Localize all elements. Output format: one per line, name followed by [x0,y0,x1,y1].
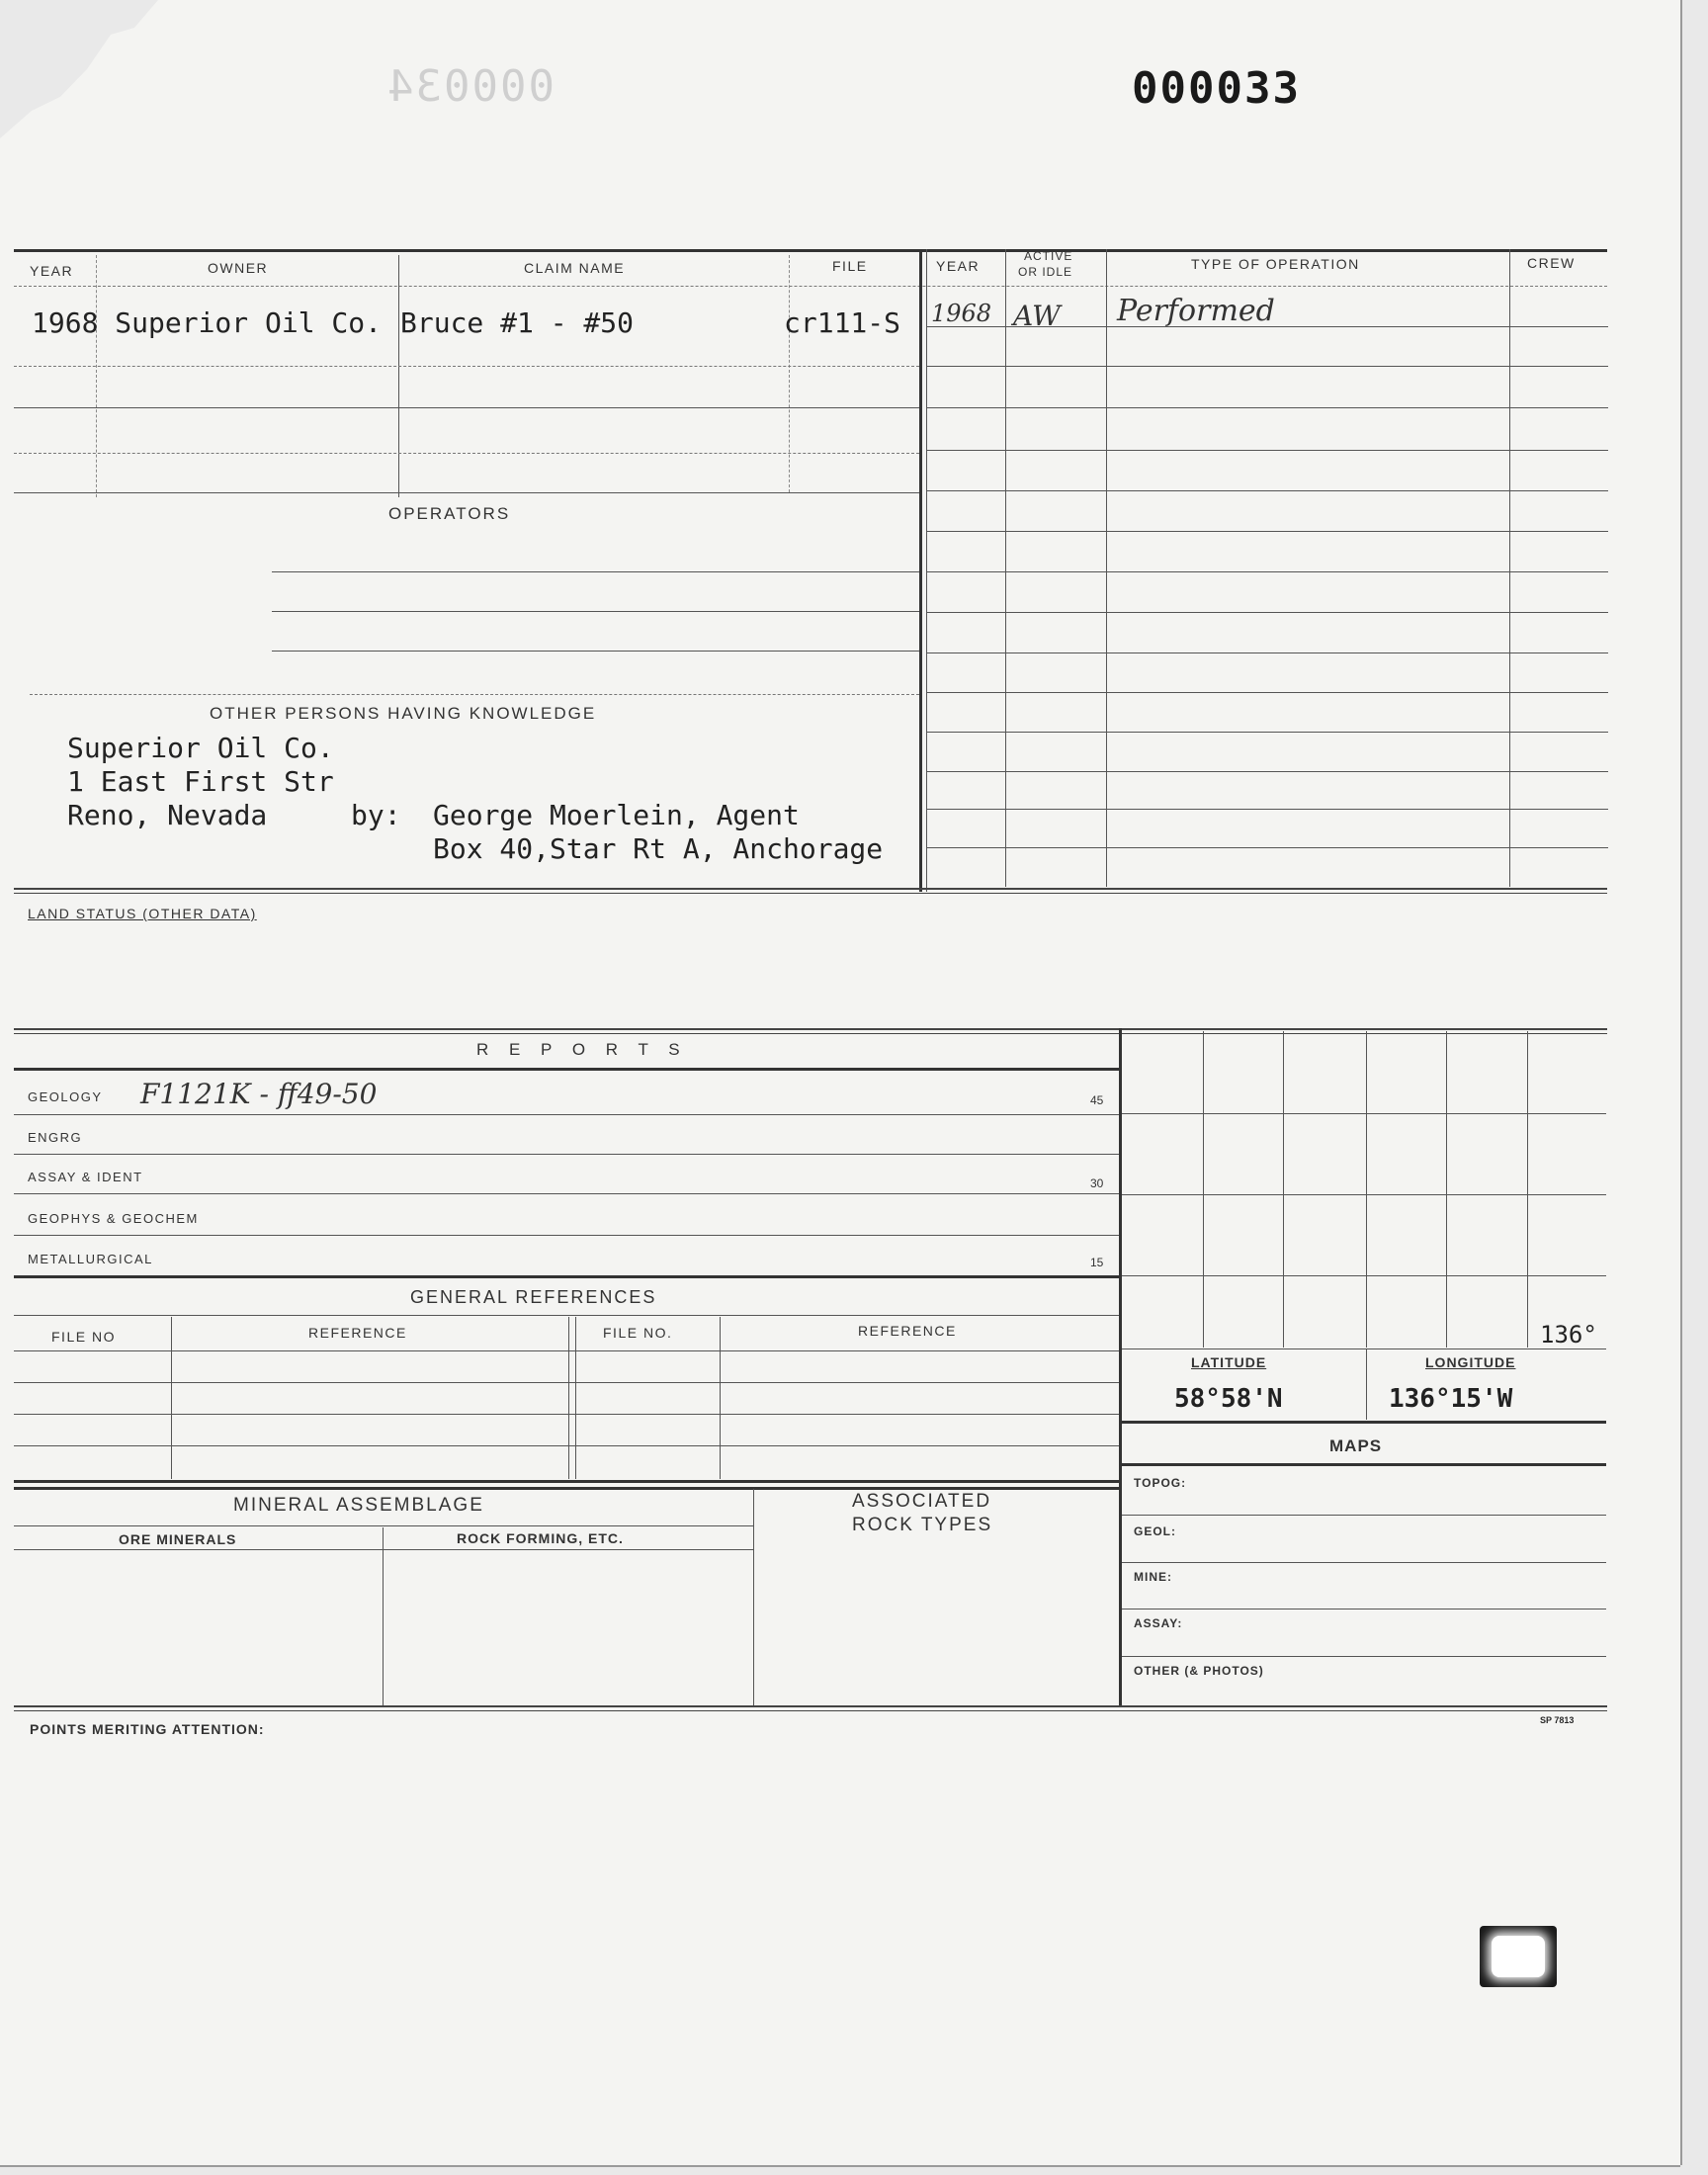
col-rule-file-right [926,249,927,892]
operators-label: OPERATORS [388,504,511,523]
form-code: SP 7813 [1540,1715,1575,1725]
points-top-rule [14,1705,1607,1711]
header-bottom-rule [14,286,1607,287]
grid-corner-label: 136° [1540,1321,1597,1348]
grid-vertical-line [1446,1031,1447,1348]
torn-corner [0,0,158,138]
gen-ref-col-rule [575,1317,576,1479]
grid-vertical-line [1203,1031,1204,1348]
report-row-label-geology: GEOLOGY [28,1089,103,1104]
header-active-idle-line2: OR IDLE [1018,265,1073,279]
gen-ref-col-rule [171,1317,172,1479]
record-year-owner: 1968 Superior Oil Co. [32,306,383,339]
general-references-label: GENERAL REFERENCES [410,1287,657,1307]
mineral-header-rule [14,1525,753,1526]
report-row-label-geophys: GEOPHYS & GEOCHEM [28,1211,199,1226]
row-rule [14,407,919,408]
ops-row-rule [926,531,1608,532]
gen-ref-row-rule [14,1350,1121,1351]
ops-row-rule [926,652,1608,653]
header-owner: OWNER [208,260,269,276]
row-rule [14,492,919,493]
grid-tick-15: 15 [1090,1256,1104,1269]
gen-ref-header-rule [14,1315,1121,1316]
report-row-label-metallurgical: METALLURGICAL [28,1252,153,1266]
gen-ref-row-rule [14,1382,1121,1383]
latitude-value: 58°58'N [1174,1384,1283,1414]
col-rule-year [96,255,97,497]
grid-horizontal-line [1122,1113,1606,1114]
lat-long-divider [1366,1348,1367,1420]
land-status-top-rule [14,888,1607,894]
maps-row-rule [1122,1609,1606,1610]
grid-bottom-rule [1122,1348,1606,1349]
maps-row-mine: MINE: [1134,1570,1172,1584]
other-persons-line3: Reno, Nevada [67,799,268,831]
record-active-idle: AW [1013,300,1061,332]
record-type-of-operation: Performed [1117,294,1275,328]
operators-line [272,651,919,652]
header-year-2: YEAR [936,258,981,274]
report-row-label-assay: ASSAY & IDENT [28,1170,143,1184]
mineral-subheader-rule [14,1549,753,1550]
grid-vertical-line [1527,1031,1528,1348]
header-year: YEAR [30,263,74,279]
other-persons-label: OTHER PERSONS HAVING KNOWLEDGE [210,704,597,723]
ops-row-rule [926,612,1608,613]
ops-row-rule [926,571,1608,572]
col-rule-active [1106,249,1107,887]
maps-header-rule [1122,1463,1606,1466]
land-status-label: LAND STATUS (OTHER DATA) [28,906,257,921]
gen-ref-col-reference-1: REFERENCE [308,1325,407,1341]
report-row-rule [14,1235,1121,1236]
reports-bottom-rule [14,1275,1121,1278]
record-file: cr111-S [784,306,901,339]
gen-ref-col-file-no-2: FILE NO. [603,1325,673,1341]
ops-row-rule [926,692,1608,693]
gen-ref-row-rule [14,1414,1121,1415]
other-persons-line1: Superior Oil Co. [67,732,334,764]
maps-row-rule [1122,1656,1606,1657]
row-rule [14,453,919,454]
grid-horizontal-line [1122,1275,1606,1276]
row-rule [14,366,919,367]
right-panel-divider [1119,1028,1122,1705]
gen-ref-col-rule [568,1317,569,1479]
mineral-col-rule [753,1489,754,1707]
header-top-rule [14,249,1607,252]
record-claim-name: Bruce #1 - #50 [400,306,635,339]
col-rule-year2 [1005,249,1006,887]
header-active-idle-line1: ACTIVE [1024,249,1073,263]
gen-ref-bottom-rule [14,1480,1121,1483]
associated-rock-types-line1: ASSOCIATED [852,1491,992,1512]
maps-row-assay: ASSAY: [1134,1616,1183,1630]
longitude-label: LONGITUDE [1425,1354,1516,1370]
other-persons-line2: 1 East First Str [67,765,334,798]
report-row-rule [14,1114,1121,1115]
scanner-mark [1480,1926,1557,1987]
reports-label: R E P O R T S [476,1040,688,1059]
longitude-value: 136°15'W [1389,1384,1513,1414]
operators-bottom-rule [30,694,919,695]
header-claim-name: CLAIM NAME [524,260,626,276]
ops-row-rule [926,847,1608,848]
reports-top-rule [14,1028,1607,1034]
col-rule-file-left [919,249,922,892]
gen-ref-col-rule [720,1317,721,1479]
grid-vertical-line [1366,1031,1367,1348]
ops-row-rule [926,490,1608,491]
maps-row-rule [1122,1515,1606,1516]
ops-row-rule [926,771,1608,772]
ore-minerals-label: ORE MINERALS [119,1531,237,1547]
report-row-rule [14,1154,1121,1155]
grid-tick-30: 30 [1090,1176,1104,1190]
ops-row-rule [926,732,1608,733]
ops-row-rule [926,407,1608,408]
other-persons-agent: George Moerlein, Agent [433,799,800,831]
header-file: FILE [832,258,868,274]
report-row-rule [14,1193,1121,1194]
rock-forming-label: ROCK FORMING, ETC. [457,1530,624,1546]
maps-row-topog: TOPOG: [1134,1476,1187,1490]
col-rule-type [1509,249,1510,887]
other-persons-agent-address: Box 40,Star Rt A, Anchorage [433,832,884,865]
header-crew: CREW [1527,255,1576,271]
ops-row-rule [926,326,1608,327]
grid-tick-45: 45 [1090,1093,1104,1107]
gen-ref-col-reference-2: REFERENCE [858,1323,957,1339]
gen-ref-col-file-no-1: FILE NO [51,1329,116,1345]
maps-row-rule [1122,1562,1606,1563]
grid-vertical-line [1283,1031,1284,1348]
operators-line [272,571,919,572]
grid-horizontal-line [1122,1194,1606,1195]
col-rule-claim [789,255,790,492]
col-rule-owner [398,255,399,497]
points-meriting-attention-label: POINTS MERITING ATTENTION: [30,1721,265,1737]
maps-row-other: OTHER (& PHOTOS) [1134,1664,1264,1678]
mineral-col-rule [383,1527,384,1707]
maps-top-rule [1122,1421,1606,1424]
report-row-value-geology: F1121K - ff49-50 [140,1078,378,1110]
mineral-assemblage-label: MINERAL ASSEMBLAGE [233,1495,484,1516]
operators-line [272,611,919,612]
document-number: 000033 [1132,63,1301,114]
latitude-label: LATITUDE [1191,1354,1267,1370]
other-persons-by: by: [351,799,401,831]
report-row-label-engrg: ENGRG [28,1130,83,1145]
associated-rock-types-line2: ROCK TYPES [852,1515,993,1535]
gen-ref-row-rule [14,1445,1121,1446]
header-type-of-operation: TYPE OF OPERATION [1191,256,1360,272]
ops-row-rule [926,450,1608,451]
record-year: 1968 [931,300,992,327]
ops-row-rule [926,809,1608,810]
mineral-top-rule [14,1487,1121,1490]
maps-row-geol: GEOL: [1134,1524,1176,1538]
ops-row-rule [926,366,1608,367]
ghost-document-number: 000034 [385,61,555,112]
reports-header-rule [14,1068,1121,1071]
maps-label: MAPS [1329,1436,1383,1455]
